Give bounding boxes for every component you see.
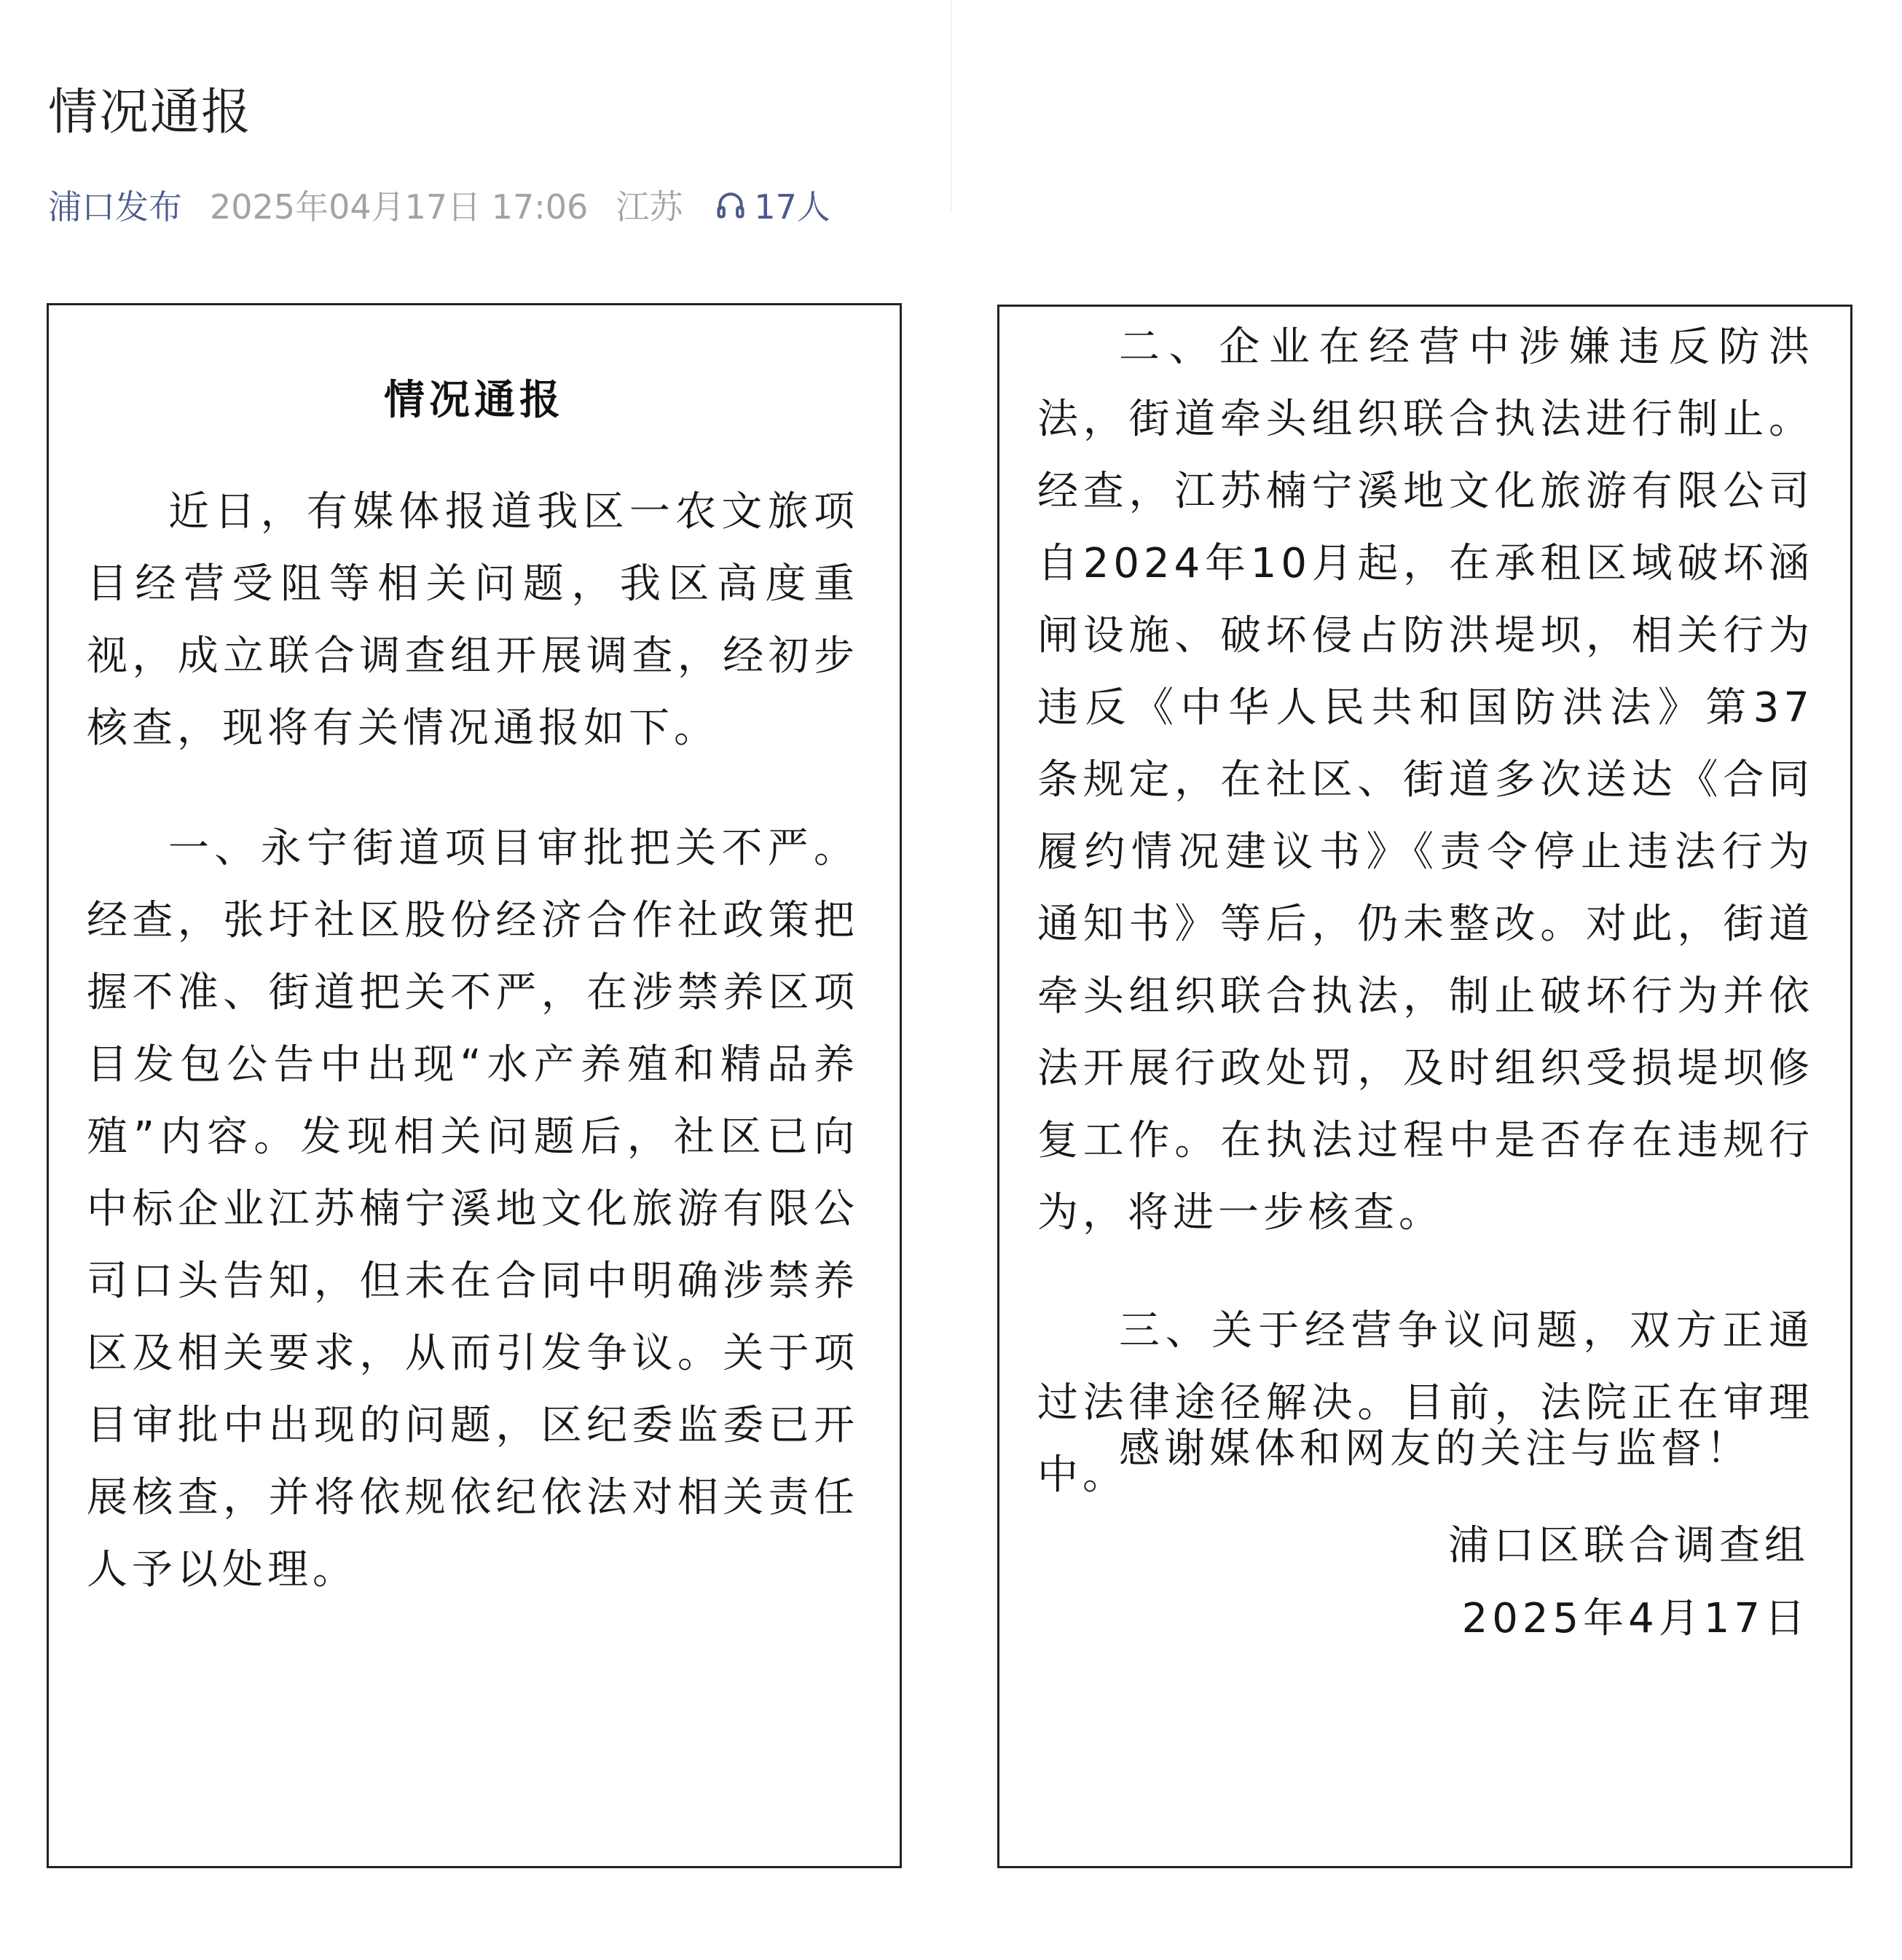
source-link[interactable]: 浦口发布 [48,187,182,227]
article-title: 情况通报 [48,84,253,141]
signature-organization: 浦口区联合调查组 [1448,1522,1809,1569]
publish-datetime: 2025年04月17日 17:06 [210,187,589,227]
section-one-paragraph: 一、永宁街道项目审批把关不严。经查，张圩社区股份经济合作社政策把握不准、街道把关不严，在涉禁养区项目发包公告中出现“水产养殖和精品养殖”内容。发现相关问题后，社区已向中标企业江苏楠宁溪地文化旅游有限公司口头告知，但未在合同中明确涉禁养区及相关要求，从而引发争议。关于项目审批中出现的问题，区纪委监委已开展核查，并将依规依纪依法对相关责任人予以处理。 [87,825,859,1594]
listen-button[interactable] [715,181,830,229]
listener-count: 17人 [754,187,830,227]
notice-image-left [47,303,902,1868]
article-meta [48,181,830,229]
signature-date: 2025年4月17日 [1461,1595,1809,1642]
section-two-paragraph: 二、企业在经营中涉嫌违反防洪法，街道牵头组织联合执法进行制止。经查，江苏楠宁溪地文化旅游有限公司自2024年10月起，在承租区域破坏涵闸设施、破坏侵占防洪堤坝，相关行为违反《中华人民共和国防洪法》第37条规定，在社区、街道多次送达《合同履约情况建议书》《责令停止违法行为通知书》等后，仍未整改。对此，街道牵头组织联合执法，制止破坏行为并依法开展行政处罚，及时组织受损堤坝修复工作。在执法过程中是否存在违规行为，将进一步核查。 [1037,324,1814,1236]
thanks-paragraph: 感谢媒体和网友的关注与监督！ [1119,1425,1751,1473]
notice-intro-paragraph: 近日，有媒体报道我区一农文旅项目经营受阻等相关问题，我区高度重视，成立联合调查组开展调查，经初步核查，现将有关情况通报如下。 [87,488,859,752]
publish-region: 江苏 [616,187,683,227]
headphones-icon [715,189,747,221]
notice-heading: 情况通报 [384,377,565,424]
notice-image-right [997,305,1852,1868]
header-divider [951,0,952,211]
section-three-paragraph: 三、关于经营争议问题，双方正通过法律途径解决。目前，法院正在审理中。 [1037,1307,1814,1499]
